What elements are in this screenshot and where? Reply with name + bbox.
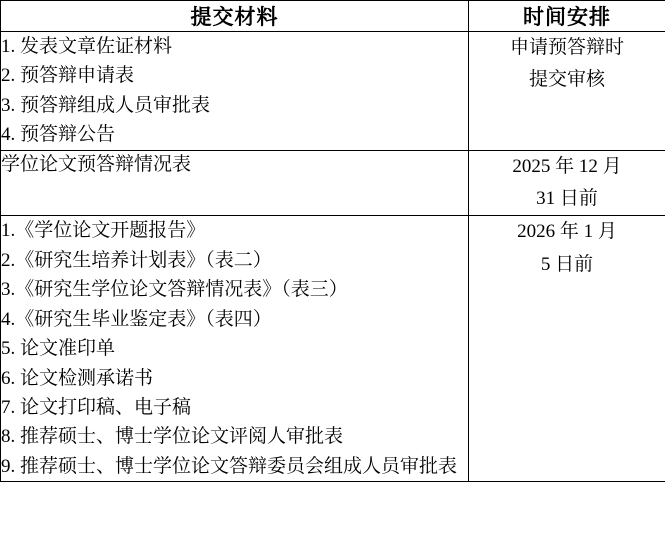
list-item: 3. 预答辩组成人员审批表	[1, 94, 211, 116]
schedule-line: 申请预答辩时	[509, 37, 624, 58]
table-row	[1, 150, 665, 216]
materials-cell-2	[1, 150, 469, 216]
list-item: 2. 预答辩申请表	[1, 65, 135, 87]
schedule-cell-2	[469, 150, 665, 216]
list-item: 5. 论文准印单	[1, 338, 116, 360]
list-item: 4.《研究生毕业鉴定表》（表四）	[1, 308, 272, 330]
list-item: 6. 论文检测承诺书	[1, 367, 154, 389]
table-row	[1, 32, 665, 151]
materials-cell-3	[1, 216, 469, 482]
list-item: 7. 论文打印稿、电子稿	[1, 396, 192, 418]
table-row	[1, 216, 665, 482]
list-item: 学位论文预答辩情况表	[1, 153, 192, 175]
list-item: 1. 发表文章佐证材料	[1, 36, 173, 57]
schedule-cell-3	[469, 216, 665, 482]
schedule-line: 5 日前	[540, 253, 594, 275]
list-item: 9. 推荐硕士、博士学位论文答辩委员会组成人员审批表	[1, 455, 458, 477]
list-item: 4. 预答辩公告	[1, 124, 116, 146]
schedule-cell-1	[469, 32, 665, 151]
schedule-line: 提交审核	[528, 69, 605, 91]
schedule-line: 2026 年 1 月	[517, 221, 617, 243]
schedule-line: 2025 年 12 月	[512, 155, 622, 177]
list-item: 8. 推荐硕士、博士学位论文评阅人审批表	[1, 426, 344, 448]
table-header-row	[1, 1, 665, 32]
list-item: 3.《研究生学位论文答辩情况表》（表三）	[1, 279, 348, 301]
list-item: 1.《学位论文开题报告》	[1, 220, 206, 242]
column-header-schedule: 时间安排	[469, 1, 665, 32]
column-header-materials: 提交材料	[1, 1, 469, 32]
schedule-line: 31 日前	[536, 188, 598, 210]
list-item: 2.《研究生培养计划表》（表二）	[1, 249, 272, 271]
materials-cell-1	[1, 32, 469, 151]
